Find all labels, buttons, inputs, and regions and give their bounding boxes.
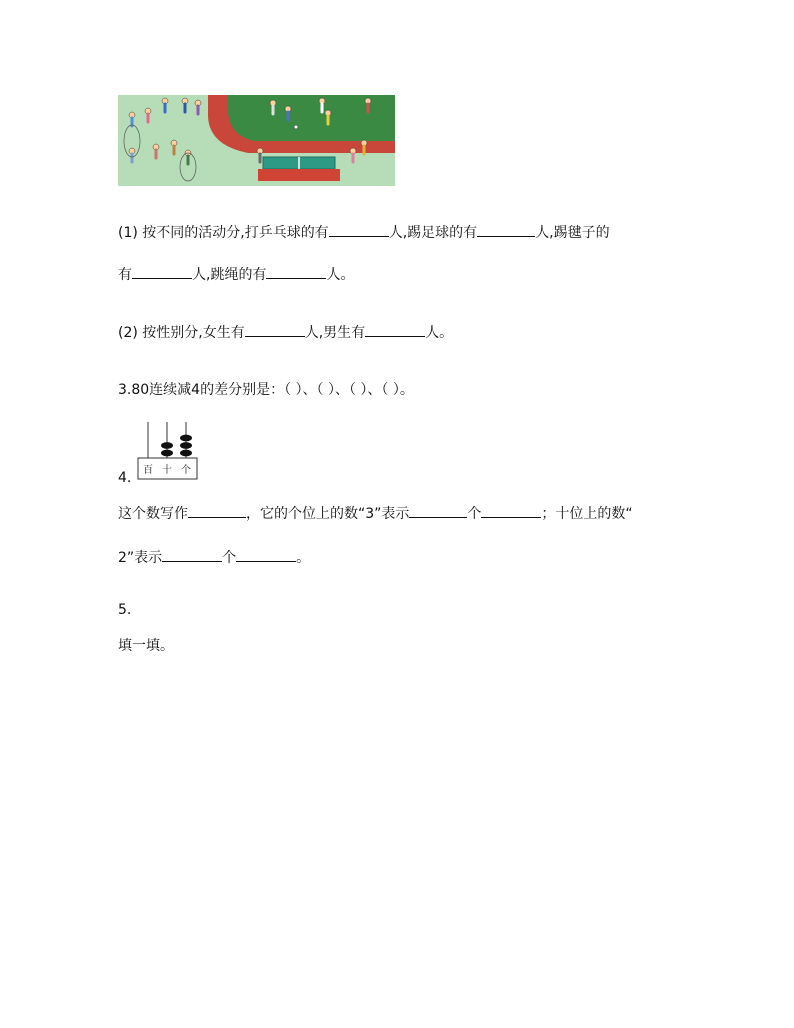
abacus-svg xyxy=(137,421,199,481)
abacus-diagram xyxy=(137,421,199,481)
question-1-part-1-line-2 xyxy=(118,264,354,285)
playground-illustration xyxy=(118,95,395,186)
answer-blank-tens-unit[interactable] xyxy=(236,547,296,562)
answer-blank-pingpong[interactable] xyxy=(329,222,389,237)
question-4-number xyxy=(118,468,131,488)
question-5-number xyxy=(118,600,131,620)
q1-part1-line2-prefix: 有 xyxy=(118,267,132,283)
abacus-bead-tens-2 xyxy=(161,442,173,449)
playground-image xyxy=(118,95,395,186)
abacus-label-tens: 十 xyxy=(162,465,172,476)
answer-blank-ones-unit[interactable] xyxy=(481,503,541,518)
q4-line2-prefix: 2”表示 xyxy=(118,550,163,566)
q1-part1-after-blank1: 人,踢足球的有 xyxy=(388,225,478,241)
q4-line2-after-blank2: 。 xyxy=(296,550,311,566)
q5-text: 填一填。 xyxy=(118,638,174,654)
answer-blank-written-number[interactable] xyxy=(188,503,246,518)
q1-part1-line2-after-blank1: 人,跳绳的有 xyxy=(192,267,267,283)
answer-blank-skipping[interactable] xyxy=(266,264,326,279)
q4-line1-after-blank3: ；十位上的数“ xyxy=(541,506,633,522)
abacus-bead-ones-1 xyxy=(180,450,192,457)
abacus-label-hundreds: 百 xyxy=(143,465,153,476)
answer-blank-ones-count[interactable] xyxy=(409,503,467,518)
q4-number: 4. xyxy=(118,470,132,486)
q1-part2-after-blank1: 人,男生有 xyxy=(304,325,366,341)
question-3 xyxy=(118,380,414,400)
question-1-part-1-line-1 xyxy=(118,222,610,243)
answer-blank-shuttlecock[interactable] xyxy=(132,264,192,279)
abacus-label-ones: 个 xyxy=(181,465,191,476)
q4-line1-after-blank2: 个 xyxy=(467,506,482,522)
q1-part2-prefix: (2) 按性别分,女生有 xyxy=(118,325,245,341)
q5-number: 5. xyxy=(118,602,132,618)
q1-part1-line2-after-blank2: 人。 xyxy=(326,267,355,283)
q4-line2-after-blank1: 个 xyxy=(222,550,237,566)
answer-blank-boys[interactable] xyxy=(365,322,425,337)
question-4-line-2 xyxy=(118,547,310,568)
answer-blank-girls[interactable] xyxy=(245,322,305,337)
answer-blank-football[interactable] xyxy=(477,222,535,237)
q1-part1-prefix: (1) 按不同的活动分,打乒乓球的有 xyxy=(118,225,329,241)
q1-part1-after-blank2: 人,踢毽子的 xyxy=(535,225,610,241)
q4-line1-prefix: 这个数写作 xyxy=(118,506,188,522)
question-1-part-2 xyxy=(118,322,453,343)
answer-blank-tens-count[interactable] xyxy=(162,547,222,562)
abacus-bead-ones-3 xyxy=(180,435,192,442)
q1-part2-after-blank2: 人。 xyxy=(425,325,454,341)
q3-text: 3.80连续减4的差分别是：（ ）、（ ）、（ ）、（ ）。 xyxy=(118,382,414,398)
q4-line1-after-blank1: ，它的个位上的数“3”表示 xyxy=(246,506,410,522)
abacus-bead-tens-1 xyxy=(161,450,173,457)
question-5-text xyxy=(118,636,174,656)
abacus-bead-ones-2 xyxy=(180,442,192,449)
question-4-line-1 xyxy=(118,503,633,524)
